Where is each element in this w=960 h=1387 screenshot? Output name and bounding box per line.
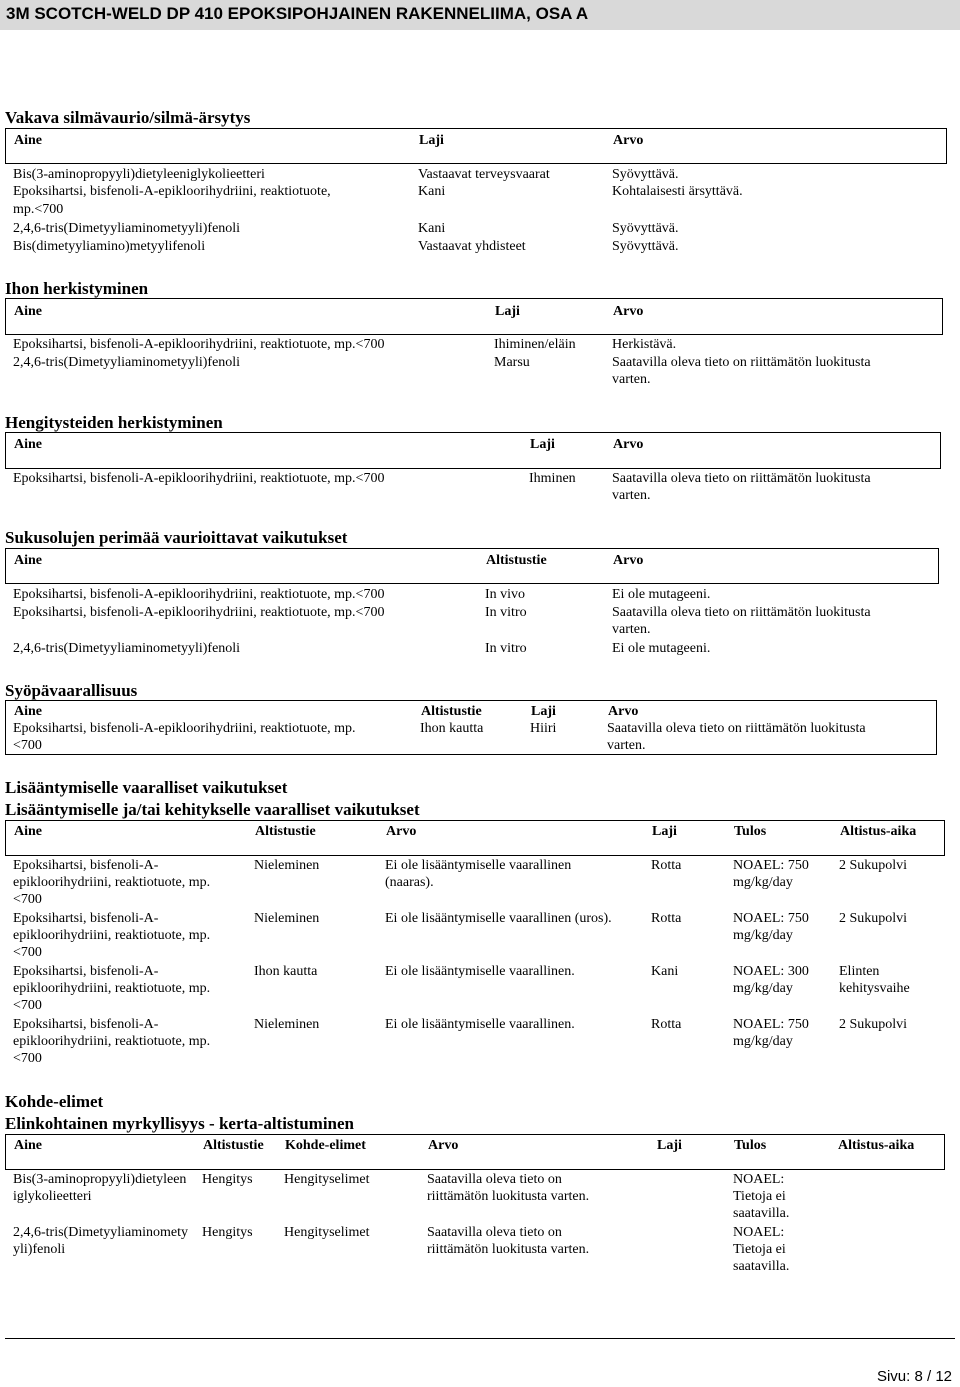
cell: Epoksihartsi, bisfenoli-A-epikloorihydriini, reaktiotuote, (13, 184, 331, 199)
cell: Hengityselimet (284, 1225, 370, 1240)
cell: Kohtalaisesti ärsyttävä. (612, 184, 743, 199)
col-altistustie: Altistustie (255, 824, 316, 839)
cell: Epoksihartsi, bisfenoli-A-epikloorihydriini, reaktiotuote, mp.<700 (13, 587, 385, 602)
cell: Ei ole lisääntymiselle vaarallinen (naaras). (385, 858, 572, 890)
cell: NOAEL: 300 mg/kg/day (733, 964, 809, 996)
col-laji: Laji (652, 824, 677, 839)
col-aine: Aine (14, 553, 42, 568)
col-aine: Aine (14, 824, 42, 839)
col-arvo: Arvo (613, 133, 644, 148)
cell: Ei ole lisääntymiselle vaarallinen. (385, 1017, 575, 1032)
section-subtitle-reproductive: Lisääntymiselle ja/tai kehitykselle vaaralliset vaikutukset (5, 800, 420, 819)
col-arvo: Arvo (428, 1138, 459, 1153)
cell: Vastaavat terveysvaarat (418, 167, 550, 182)
cell: Herkistävä. (612, 337, 677, 352)
col-laji: Laji (657, 1138, 682, 1153)
cell: Elinten kehitysvaihe (839, 964, 910, 996)
cell: Saatavilla oleva tieto on riittämätön luokitusta varten. (427, 1172, 590, 1204)
table-header (5, 1134, 945, 1170)
cell: Epoksihartsi, bisfenoli-A-epikloorihydriini, reaktiotuote, mp.<700 (13, 964, 211, 1013)
section-title-carcinogenicity: Syöpävaarallisuus (5, 681, 138, 700)
cell: Syövyttävä. (612, 239, 679, 254)
cell: Syövyttävä. (612, 167, 679, 182)
cell: Ihon kautta (254, 964, 318, 979)
col-altistustie: Altistustie (486, 553, 547, 568)
col-laji: Laji (531, 704, 556, 719)
cell: Marsu (494, 355, 530, 370)
cell: NOAEL: 750 mg/kg/day (733, 1017, 809, 1049)
col-aine: Aine (14, 304, 42, 319)
section-title-eye: Vakava silmävaurio/silmä-ärsytys (5, 108, 251, 127)
footer-divider (5, 1338, 955, 1339)
cell: Rotta (651, 1017, 682, 1032)
cell: Hengitys (202, 1172, 253, 1187)
cell: 2,4,6-tris(Dimetyyliaminometyyli)fenoli (13, 221, 241, 236)
cell: Vastaavat yhdisteet (418, 239, 526, 254)
col-laji: Laji (495, 304, 520, 319)
cell: Ihminen (529, 471, 576, 486)
cell: Syövyttävä. (612, 221, 679, 236)
cell: Rotta (651, 858, 682, 873)
col-tulos: Tulos (734, 1138, 767, 1153)
table-header (5, 432, 941, 469)
cell: 2,4,6-tris(Dimetyyliaminometyyli)fenoli (13, 641, 241, 656)
cell: NOAEL: 750 mg/kg/day (733, 911, 809, 943)
col-arvo: Arvo (613, 304, 644, 319)
cell: Rotta (651, 911, 682, 926)
cell: NOAEL: Tietoja ei saatavilla. (733, 1225, 790, 1274)
table-header (5, 548, 939, 584)
col-kohde-elimet: Kohde-elimet (285, 1138, 366, 1153)
table-header (5, 820, 945, 856)
col-aine: Aine (14, 133, 42, 148)
cell: Saatavilla oleva tieto on riittämätön luokitusta varten. (612, 471, 871, 503)
cell: Bis(dimetyyliamino)metyylifenoli (13, 239, 206, 254)
cell: Hengitys (202, 1225, 253, 1240)
cell: Hengityselimet (284, 1172, 370, 1187)
page-number: Sivu: 8 / 12 (876, 1368, 952, 1385)
cell: Bis(3-aminopropyyli)dietyleeniglykolieetteri (13, 167, 265, 182)
col-altistustie: Altistustie (203, 1138, 264, 1153)
cell: Kani (418, 221, 446, 236)
col-tulos: Tulos (734, 824, 767, 839)
document-header-bar (0, 0, 960, 30)
col-arvo: Arvo (613, 437, 644, 452)
col-arvo: Arvo (608, 704, 639, 719)
cell: Hiiri (530, 721, 557, 736)
section-title-target-organs: Kohde-elimet (5, 1092, 104, 1111)
cell: Nieleminen (254, 858, 320, 873)
cell: Ihon kautta (420, 721, 484, 736)
cell: Epoksihartsi, bisfenoli-A-epikloorihydriini, reaktiotuote, mp.<700 (13, 471, 385, 486)
cell: Nieleminen (254, 911, 320, 926)
cell: Ihiminen/eläin (494, 337, 576, 352)
section-title-reproductive: Lisääntymiselle vaaralliset vaikutukset (5, 778, 288, 797)
cell: Saatavilla oleva tieto on riittämätön luokitusta varten. (612, 355, 871, 387)
cell: Epoksihartsi, bisfenoli-A-epikloorihydriini, reaktiotuote, mp.<700 (13, 858, 211, 907)
cell: Saatavilla oleva tieto on riittämätön luokitusta varten. (612, 605, 871, 637)
cell: 2 Sukupolvi (839, 1017, 908, 1032)
col-arvo: Arvo (613, 553, 644, 568)
col-laji: Laji (530, 437, 555, 452)
col-altistusaika: Altistus-aika (840, 824, 917, 839)
section-title-skin: Ihon herkistyminen (5, 279, 149, 298)
cell: 2 Sukupolvi (839, 858, 908, 873)
cell: Ei ole lisääntymiselle vaarallinen (uros). (385, 911, 612, 926)
cell: 2,4,6-tris(Dimetyyliaminometyyli)fenoli (13, 355, 241, 370)
document-title: 3M SCOTCH-WELD DP 410 EPOKSIPOHJAINEN RAKENNELIIMA, OSA A (6, 4, 589, 23)
cell: Saatavilla oleva tieto on riittämätön luokitusta varten. (607, 721, 866, 753)
cell: Nieleminen (254, 1017, 320, 1032)
cell: In vitro (485, 605, 527, 620)
col-aine: Aine (14, 704, 42, 719)
col-altistustie: Altistustie (421, 704, 482, 719)
col-aine: Aine (14, 437, 42, 452)
section-title-mutagenicity: Sukusolujen perimää vaurioittavat vaikutukset (5, 528, 348, 547)
cell: NOAEL: Tietoja ei saatavilla. (733, 1172, 790, 1221)
cell: Saatavilla oleva tieto on riittämätön luokitusta varten. (427, 1225, 590, 1257)
table-header (5, 128, 947, 164)
cell: Epoksihartsi, bisfenoli-A-epikloorihydriini, reaktiotuote, mp.<700 (13, 605, 385, 620)
col-arvo: Arvo (386, 824, 417, 839)
cell: NOAEL: 750 mg/kg/day (733, 858, 809, 890)
cell: mp.<700 (13, 202, 64, 217)
col-aine: Aine (14, 1138, 42, 1153)
section-subtitle-target-organs: Elinkohtainen myrkyllisyys - kerta-altistuminen (5, 1114, 355, 1133)
cell: Epoksihartsi, bisfenoli-A-epikloorihydriini, reaktiotuote, mp.<700 (13, 911, 211, 960)
cell: Bis(3-aminopropyyli)dietyleeniglykolieetteri (13, 1172, 187, 1204)
cell: Ei ole lisääntymiselle vaarallinen. (385, 964, 575, 979)
cell: Epoksihartsi, bisfenoli-A-epikloorihydriini, reaktiotuote, mp.<700 (13, 721, 356, 753)
col-altistusaika: Altistus-aika (838, 1138, 915, 1153)
table-header (5, 298, 943, 335)
cell: Kani (651, 964, 679, 979)
cell: Ei ole mutageeni. (612, 587, 711, 602)
cell: Kani (418, 184, 446, 199)
section-title-respiratory: Hengitysteiden herkistyminen (5, 413, 223, 432)
cell: In vivo (485, 587, 526, 602)
cell: In vitro (485, 641, 527, 656)
cell: Ei ole mutageeni. (612, 641, 711, 656)
col-laji: Laji (419, 133, 444, 148)
cell: Epoksihartsi, bisfenoli-A-epikloorihydriini, reaktiotuote, mp.<700 (13, 337, 385, 352)
cell: Epoksihartsi, bisfenoli-A-epikloorihydriini, reaktiotuote, mp.<700 (13, 1017, 211, 1066)
cell: 2 Sukupolvi (839, 911, 908, 926)
cell: 2,4,6-tris(Dimetyyliaminometyyli)fenoli (13, 1225, 188, 1257)
